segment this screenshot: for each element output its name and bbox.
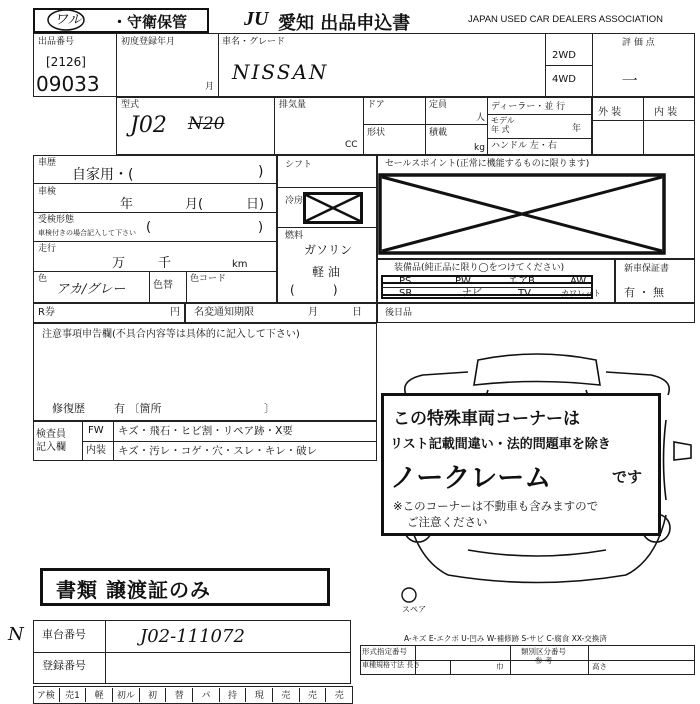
- ac-crossed-box-icon: [304, 193, 362, 223]
- history-close: ): [258, 164, 264, 180]
- mileage-label: 走行: [38, 244, 57, 254]
- notes-title: 注意事項申告欄(不具合内容等は具体的に記入して下さい): [42, 329, 300, 340]
- bottom-check-item: 売: [273, 688, 300, 702]
- height-label: 高さ: [592, 662, 607, 671]
- mileage-man: 万: [112, 256, 126, 271]
- drive-2wd: 2WD: [552, 50, 576, 61]
- inspection-day: 日): [246, 197, 265, 212]
- load-label: 積載: [429, 128, 448, 138]
- capacity-unit: 人: [476, 113, 486, 123]
- first-reg-month: 月: [205, 82, 215, 92]
- listing-sub: [2126]: [46, 55, 86, 69]
- notice-day: 日: [352, 307, 362, 318]
- inspection-year: 年: [120, 197, 134, 212]
- receipt-close: ): [258, 220, 264, 235]
- color-code-label: 色コード: [190, 274, 227, 284]
- repair-label: 修復歴: [52, 402, 85, 415]
- ju-logo: JU: [244, 8, 269, 30]
- notice-line5: ご注意ください: [407, 515, 488, 529]
- rating-value: 一: [620, 71, 637, 90]
- interior-inspect-text: キズ・汚レ・コゲ・穴・スレ・キレ・破レ: [118, 445, 318, 457]
- bottom-check-item: 初ル: [113, 688, 140, 702]
- cc-unit: CC: [345, 140, 358, 150]
- handwritten-circle-icon: [46, 9, 86, 31]
- notice-line3-suffix: です: [612, 468, 643, 486]
- chassis-value: J02-111072: [140, 626, 245, 647]
- equipment-label: 装備品(純正品に限り◯をつけてください): [394, 263, 565, 273]
- load-unit: kg: [474, 143, 485, 153]
- color-swatch-label: 色替: [153, 280, 173, 291]
- equip-pw: PW: [455, 276, 471, 287]
- model-year-label: モデル 年 式: [491, 116, 515, 134]
- r-ticket-yen: 円: [170, 307, 180, 318]
- category-number-label: 類別区分番号: [521, 647, 566, 656]
- equip-sr: SR: [399, 288, 413, 299]
- equip-navi: ナビ: [462, 288, 482, 299]
- receipt-paren: (: [146, 220, 152, 235]
- handwritten-mark: ワル: [54, 12, 82, 28]
- model-label: 型式: [121, 100, 140, 110]
- bottom-check-item: 売: [300, 688, 327, 702]
- equip-ps: PS: [399, 276, 412, 287]
- history-label: 車歴: [38, 158, 57, 168]
- interior-label: 内 装: [654, 107, 678, 118]
- form-title: 愛知 出品申込書: [278, 13, 411, 34]
- model-struck: N20: [188, 114, 225, 134]
- length-label: 車種規格寸法 長さ: [362, 661, 421, 669]
- bottom-check-item: 替: [166, 688, 193, 702]
- fuel-diesel: 軽 油: [312, 265, 340, 279]
- bottom-check-item: パ: [193, 688, 220, 702]
- warranty-value: 有 ・ 無: [624, 286, 664, 299]
- registration-label: 登録番号: [42, 659, 86, 672]
- fuel-gasoline: ガソリン: [304, 243, 353, 257]
- drive-4wd: 4WD: [552, 74, 576, 85]
- shape-label: 形状: [367, 128, 386, 138]
- car-name-label: 車名・グレード: [222, 37, 286, 47]
- fw-text: キズ・飛石・ヒビ割・リペア跡・X要: [118, 425, 293, 437]
- year-unit: 年: [572, 124, 582, 134]
- mark-n: N: [8, 624, 24, 645]
- notice-deadline-label: 名変通知期限: [194, 307, 254, 318]
- documents-text: 書類 譲渡証のみ: [56, 578, 211, 602]
- exterior-label: 外 装: [598, 107, 622, 118]
- fw-label: FW: [88, 425, 104, 436]
- door-label: ドア: [367, 100, 385, 110]
- dealer-label: ディーラー・並 行: [491, 102, 566, 112]
- fuel-other: ( ): [290, 283, 338, 297]
- listing-no-label: 出品番号: [38, 37, 75, 47]
- mileage-unit: km: [232, 259, 248, 270]
- r-ticket-label: R券: [38, 307, 55, 318]
- receipt-label: 受検形態: [38, 215, 75, 225]
- first-reg-label: 初度登録年月: [121, 37, 176, 47]
- interior-inspect-label: 内装: [86, 445, 106, 456]
- receipt-note: 車検付きの場合記入して下さい: [38, 229, 136, 237]
- bottom-check-item: 初: [140, 688, 167, 702]
- shift-fuel-block: [277, 155, 377, 303]
- notice-line1: この特殊車両コーナーは: [393, 409, 580, 429]
- equip-airbag: エアB: [508, 276, 535, 287]
- warranty-label: 新車保証書: [624, 264, 670, 274]
- handle-label: ハンドル 左・右: [491, 141, 557, 151]
- sales-point-crossed-icon: [379, 174, 665, 254]
- spare-tire-icon: [398, 586, 420, 604]
- r-ticket-box: [33, 303, 185, 323]
- history-value: 自家用・(: [72, 167, 134, 183]
- rating-label: 評 価 点: [622, 38, 655, 48]
- spare-label: スペア: [402, 605, 426, 614]
- car-name: NISSAN: [232, 60, 329, 84]
- notice-line3: ノークレーム: [390, 463, 552, 494]
- bottom-check-item: 売: [326, 688, 353, 702]
- listing-no: 09033: [36, 72, 100, 96]
- chassis-label: 車台番号: [42, 628, 86, 641]
- inspector-label: 検査員 記入欄: [36, 429, 66, 453]
- bottom-check-item: 軽: [86, 688, 113, 702]
- repair-value: 有 〔箇所: [114, 402, 162, 415]
- inspection-month: 月(: [185, 197, 204, 212]
- notice-line4: ※このコーナーは不動車も含みますので: [393, 499, 599, 513]
- association-en: JAPAN USED CAR DEALERS ASSOCIATION: [468, 14, 663, 25]
- color-value: アカ/グレー: [56, 282, 126, 297]
- header-category: ・守衛保管: [112, 13, 188, 31]
- width-label: 巾: [496, 662, 504, 671]
- rear-items-label: 後日品: [385, 308, 413, 318]
- notice-line2: リスト記載間違い・法的問題車を除き: [390, 437, 611, 452]
- bottom-check-item: 現: [246, 688, 273, 702]
- repair-close: 〕: [264, 402, 275, 415]
- fuel-label: 燃料: [285, 231, 304, 241]
- model-value: J02: [130, 113, 167, 138]
- rear-items-box: [377, 303, 695, 323]
- bottom-check-item: 持: [220, 688, 247, 702]
- color-label: 色: [38, 274, 48, 284]
- ac-label: 冷房: [285, 196, 304, 206]
- notice-month: 月: [308, 307, 318, 318]
- mileage-sen: 千: [158, 256, 172, 271]
- bottom-check-item: ア検: [33, 688, 60, 702]
- equip-aw: AW: [570, 276, 587, 287]
- bottom-check-item: 売1: [60, 688, 87, 702]
- emission-label: 排気量: [279, 100, 307, 110]
- reference-label: 参 考: [535, 656, 553, 665]
- damage-legend: A-キズ E-エクボ U-凹み W-補修跡 S-サビ C-腐食 XX-交換済: [404, 634, 607, 643]
- capacity-label: 定員: [429, 100, 448, 110]
- model-number-label: 形式指定番号: [362, 647, 407, 656]
- equip-leather: カワレット: [561, 289, 601, 298]
- inspection-label: 車検: [38, 187, 57, 197]
- sales-point-label: セールスポイント(正常に機能するものに限ります): [385, 159, 590, 169]
- shift-label: シフト: [285, 160, 313, 170]
- equip-tv: TV: [518, 288, 531, 299]
